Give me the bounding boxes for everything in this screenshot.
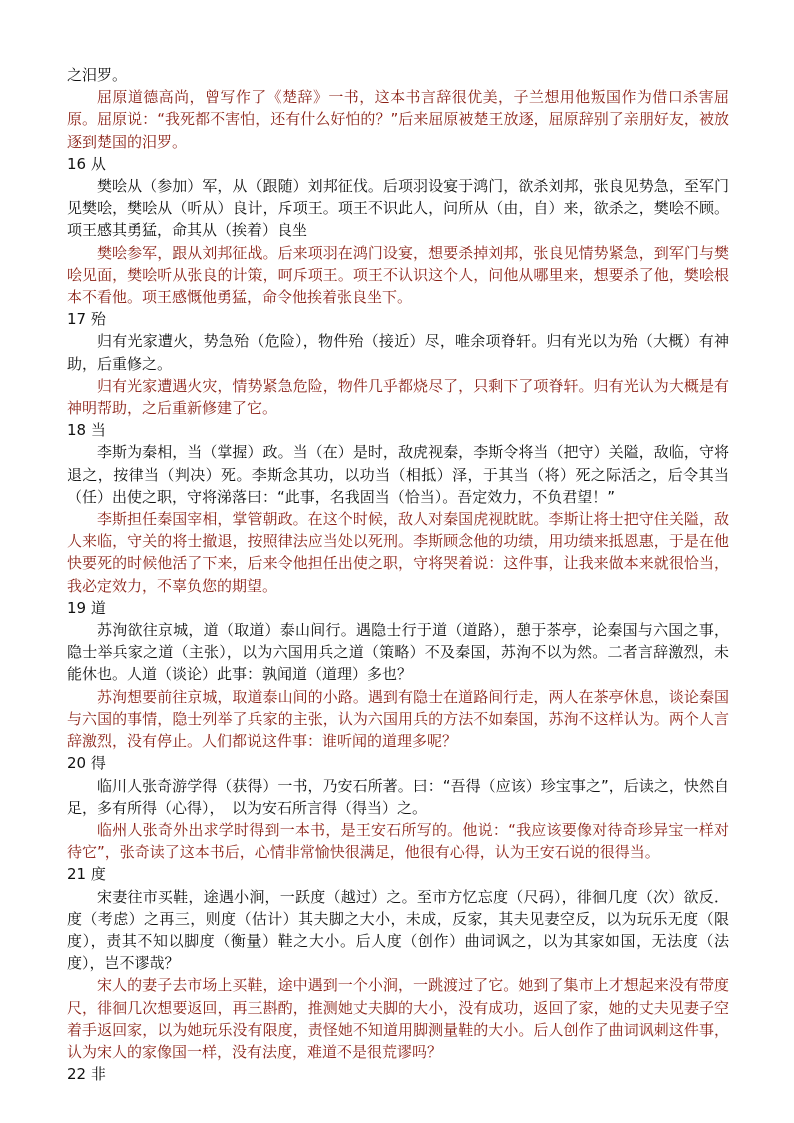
source-paragraph: 之汨罗。 — [67, 66, 128, 84]
source-paragraph: 临川人张奇游学得（获得）一书，乃安石所著。曰：“吾得（应该）珍宝事之”，后读之，快然自足，多有所得（心得）， 以为安石所言得（得当）之。 — [67, 776, 729, 817]
entry-heading: 19 道 — [67, 598, 106, 617]
source-paragraph: 樊哙从（参加）军，从（跟随）刘邦征伐。后项羽设宴于鸿门，欲杀刘邦，张良见势急，至军门见樊哙，樊哙从（听从）良计，斥项王。项王不识此人，问所从（由，自）来，欲杀之，樊哙不顾。项王感其勇猛，命其从（挨着）良坐 — [67, 177, 729, 240]
translation-paragraph: 宋人的妻子去市场上买鞋，途中遇到一个小涧，一跳渡过了它。她到了集市上才想起来没有带度尺，徘徊几次想要返回，再三斟酌，推测她丈夫脚的大小，没有成功，返回了家，她的丈夫见妻子空着手返回家，以为她玩乐没有限度，责怪她不知道用脚测量鞋的大小。后人创作了曲词讽刺这件事，认为宋人的家像国一样，没有法度，难道不是很荒谬吗？ — [67, 976, 729, 1061]
entry-heading: 17 殆 — [67, 310, 106, 329]
translation-paragraph: 李斯担任秦国宰相，掌管朝政。在这个时候，敌人对秦国虎视眈眈。李斯让将士把守住关隘，敌人来临，守关的将士撤退，按照律法应当处以死刑。李斯顾念他的功绩，用功绩来抵恩惠，于是在他快要死的时候他活了下来，后来令他担任出使之职，守将哭着说：这件事，让我来做本来就很恰当，我必定效力，不辜负您的期望。 — [67, 510, 729, 595]
entry-heading: 18 当 — [67, 421, 106, 440]
translation-paragraph: 归有光家遭遇火灾，情势紧急危险，物件几乎都烧尽了，只剩下了项脊轩。归有光认为大概是有神明帮助，之后重新修建了它。 — [67, 376, 729, 418]
document-page — [67, 64, 729, 1085]
source-paragraph: 归有光家遭火，势急殆（危险），物件殆（接近）尽，唯余项脊轩。归有光以为殆（大概）有神助，后重修之。 — [67, 332, 729, 373]
translation-paragraph: 苏洵想要前往京城，取道泰山间的小路。遇到有隐士在道路间行走，两人在茶亭休息，谈论秦国与六国的事情，隐士列举了兵家的主张，认为六国用兵的方法不如秦国，苏洵不这样认为。两个人言辞激烈，没有停止。人们都说这件事：谁听闻的道理多呢？ — [67, 687, 729, 751]
entry-heading: 16 从 — [67, 154, 106, 173]
source-paragraph: 李斯为秦相，当（掌握）政。当（在）是时，敌虎视秦，李斯令将当（把守）关隘，敌临，守将退之，按律当（判决）死。李斯念其功，以功当（相抵）泽，于其当（将）死之际活之，后令其当（任）出使之职，守将涕落曰：“此事，名我固当（恰当）。吾定效力，不负君望！” — [67, 443, 729, 506]
translation-paragraph: 樊哙参军，跟从刘邦征战。后来项羽在鸿门设宴，想要杀掉刘邦，张良见情势紧急，到军门与樊哙见面，樊哙听从张良的计策，呵斥项王。项王不认识这个人，问他从哪里来，想要杀了他，樊哙根本不看他。项王感慨他勇猛，命令他挨着张良坐下。 — [67, 243, 729, 307]
translation-paragraph: 屈原道德高尚，曾写作了《楚辞》一书，这本书言辞很优美，子兰想用他叛国作为借口杀害屈原。屈原说：“我死都不害怕，还有什么好怕的？”后来屈原被楚王放逐，屈原辞别了亲朋好友，被放逐到楚国的汨罗。 — [67, 88, 729, 151]
entry-heading: 21 度 — [67, 865, 106, 884]
translation-paragraph: 临州人张奇外出求学时得到一本书，是王安石所写的。他说：“我应该要像对待奇珍异宝一样对待它”，张奇读了这本书后，心情非常愉快很满足，他很有心得，认为王安石说的很得当。 — [67, 820, 729, 862]
source-paragraph: 苏洵欲往京城，道（取道）泰山间行。遇隐士行于道（道路），憩于茶亭，论秦国与六国之事，隐士举兵家之道（主张），以为六国用兵之道（策略）不及秦国，苏洵不以为然。二者言辞激烈，未能休也。人道（谈论）此事：孰闻道（道理）多也？ — [67, 621, 729, 684]
entry-heading: 22 非 — [67, 1065, 106, 1084]
source-paragraph: 宋妻往市买鞋，途遇小涧，一跃度（越过）之。至市方忆忘度（尺码），徘徊几度（次）欲反．度（考虑）之再三，则度（估计）其夫脚之大小，未成，反家，其夫见妻空反，以为玩乐无度（限度），责其不知以脚度（衡量）鞋之大小。后人度（创作）曲词讽之，以为其家如国，无法度（法度），岂不谬哉？ — [67, 887, 729, 973]
entry-heading: 20 得 — [67, 754, 106, 773]
